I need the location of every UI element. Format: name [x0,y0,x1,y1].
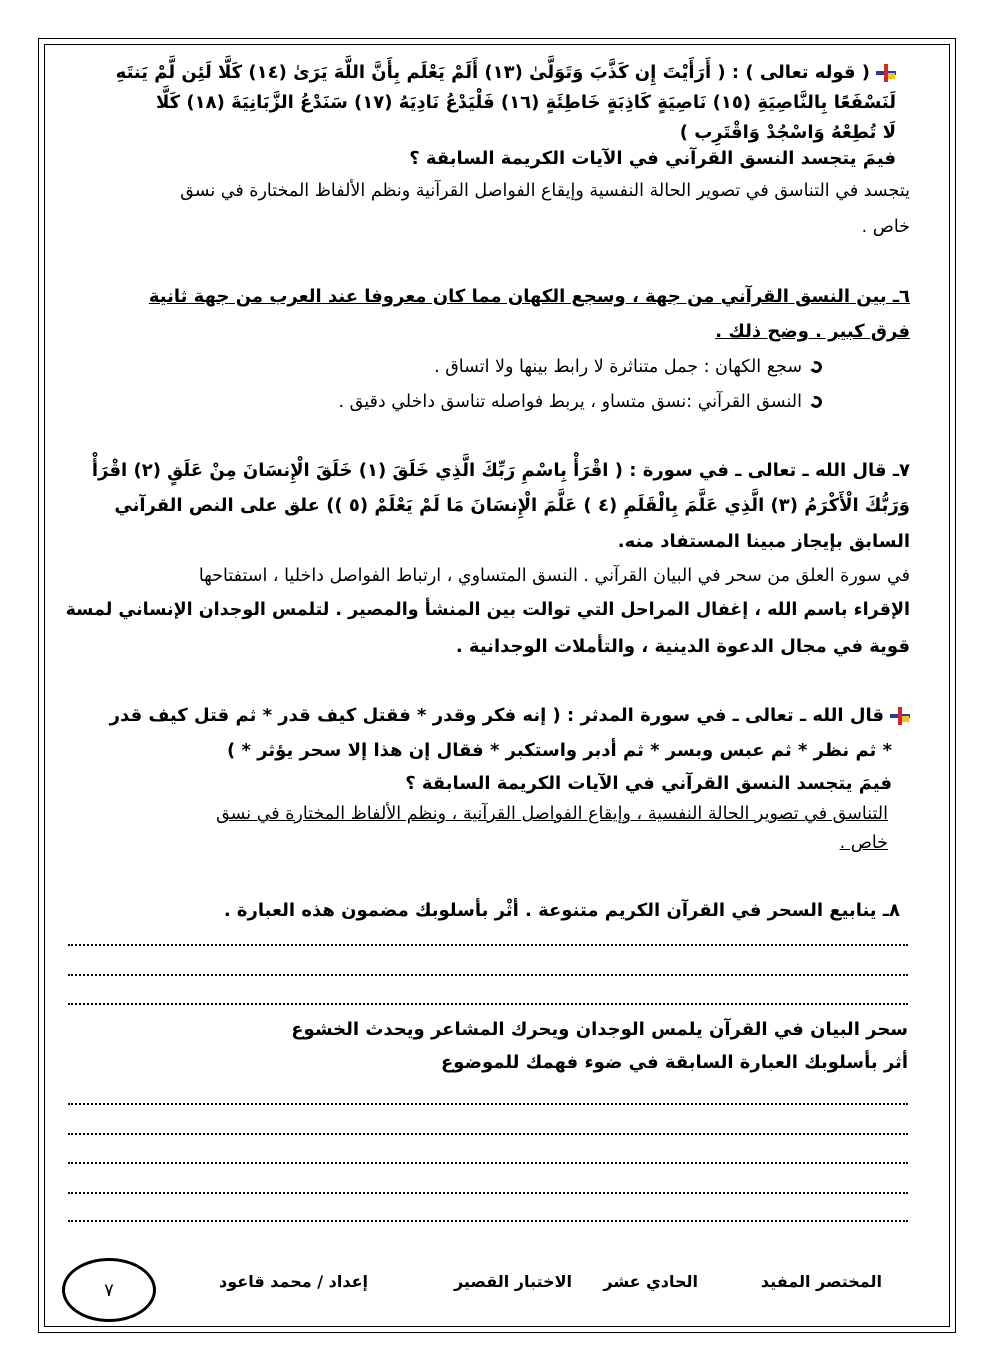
q7-answer-line-3: قوية في مجال الدعوة الدينية ، والتأملات الوجدانية . [455,636,910,657]
q7-verse-line-3: السابق بإيجاز مبينا المستفاد منه. [617,531,910,552]
q7b-line1-text: قال الله ـ تعالى ـ في سورة المدثر : ( إنه فكر وقدر * فقتل كيف قدر * ثم قتل كيف قدر [109,705,884,726]
q7b-verse-line-2: * ثم نظر * ثم عبس وبسر * ثم أدبر واستكبر * فقال إن هذا إلا سحر يؤثر * ) [227,740,892,761]
q7-answer-line-2: الإقراء باسم الله ، إغفال المراحل التي توالت بين المنشأ والمصير . لتلمس الوجدان الإنساني لمسة [65,600,910,620]
q6-title-line-1: ٦ـ بين النسق القرآني من جهة ، وسجع الكهان مما كان معروفا عند العرب من جهة ثانية [148,286,910,307]
answer-line [68,1003,908,1005]
answer-line [68,1192,908,1194]
q5-answer-line-1: يتجسد في التناسق في تصوير الحالة النفسية وإيقاع الفواصل القرآنية ونظم الألفاظ المختارة في نسق [180,181,910,201]
q5-line1-text: ( قوله تعالى ) : ( أَرَأَيْتَ إِن كَذَّبَ وَتَوَلَّىٰ (١٣) أَلَمْ يَعْلَم بِأَنَّ اللَّهَ يَرَىٰ (١٤) كَلَّا لَئِن لَّمْ يَنتَهِ [115,62,870,83]
answer-line [68,1103,908,1105]
q8-instruction: أثر بأسلوبك العبارة السابقة في ضوء فهمك للموضوع [441,1052,908,1073]
bullet-icon [876,64,896,82]
q7-answer-line-1: في سورة العلق من سحر في البيان القرآني . النسق المتساوي ، ارتباط الفواصل داخليا ، استفتاحها [198,566,910,586]
footer-book-title: المختصر المفيد [760,1272,882,1291]
q6-point-1 [434,359,822,377]
q7b-answer-line-2: خاص . [839,833,888,853]
footer-grade: الحادي عشر [603,1272,698,1291]
answer-line [68,1133,908,1135]
arrow-bullet-icon [808,394,823,409]
page-number: ٧ [104,1279,114,1301]
q8-title: ٨ـ ينابيع السحر في القرآن الكريم متنوعة . أثْر بأسلوبك مضمون هذه العبارة . [223,900,900,921]
q5-answer-line-2: خاص . [861,217,910,237]
arrow-bullet-icon [808,359,823,374]
q5-verse-line-2: لَنَسْفَعًا بِالنَّاصِيَةِ (١٥) نَاصِيَةٍ كَاذِبَةٍ خَاطِئَةٍ (١٦) فَلْيَدْعُ نَادِيَهُ (١٧) سَنَدْعُ الزَّبَانِيَةَ (١٨) كَلَّا [155,92,896,113]
q6-point-1-text: سجع الكهان : جمل متناثرة لا رابط بينها ولا اتساق . [434,357,802,377]
q7b-verse-line-1 [110,707,910,725]
q7b-question: فيمَ يتجسد النسق القرآني في الآيات الكريمة السابقة ؟ [405,773,892,794]
q7-verse-line-2: وَرَبُّكَ الْأَكْرَمُ (٣) الَّذِي عَلَّمَ بِالْقَلَمِ (٤ ) عَلَّمَ الْإِنسَانَ مَا لَمْ يَعْلَمْ (٥ )) علق على النص القرآني [114,495,910,516]
q8-statement: سحر البيان في القرآن يلمس الوجدان ويحرك المشاعر ويحدث الخشوع [291,1019,908,1040]
q5-question: فيمَ يتجسد النسق القرآني في الآيات الكريمة السابقة ؟ [409,148,896,169]
q6-point-2 [338,394,822,412]
q6-point-2-text: النسق القرآني :نسق متساو ، يربط فواصله تناسق داخلي دقيق . [338,392,802,412]
answer-line [68,974,908,976]
q7b-answer-line-1: التناسق في تصوير الحالة النفسية ، وإيقاع الفواصل القرآنية ، ونظم الألفاظ المختارة في نسق [216,804,888,824]
footer-author: إعداد / محمد قاعود [219,1272,368,1291]
q7-verse-line-1: ٧ـ قال الله ـ تعالى ـ في سورة : ( اقْرَأْ بِاسْمِ رَبِّكَ الَّذِي خَلَقَ (١) خَلَقَ الْإِنسَانَ مِنْ عَلَقٍ (٢) اقْرَأْ [91,460,910,481]
page-number-oval [62,1258,156,1322]
q5-verse-line-1 [116,64,896,82]
answer-line [68,944,908,946]
q5-verse-line-3: لَا تُطِعْهُ وَاسْجُدْ وَاقْتَرِب ) [679,122,896,143]
q6-title-line-2: فرق كبير . وضح ذلك . [715,321,910,342]
answer-line [68,1220,908,1222]
footer-test: الاختبار القصير [453,1272,572,1291]
bullet-icon [890,707,910,725]
answer-line [68,1162,908,1164]
